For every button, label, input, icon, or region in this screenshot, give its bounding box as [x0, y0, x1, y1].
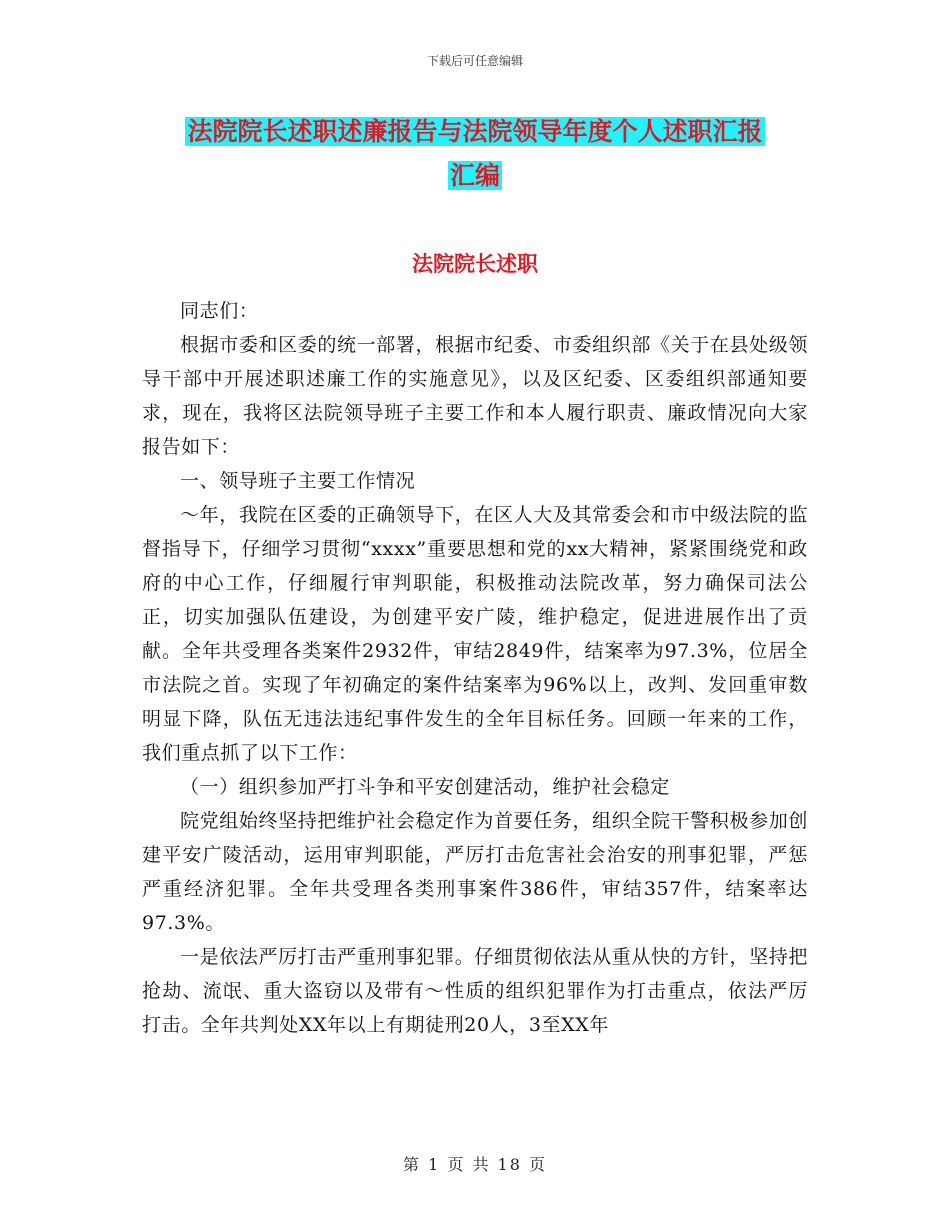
paragraph-subheading-1: （一）组织参加严打斗争和平安创建活动，维护社会稳定 — [180, 776, 671, 798]
page-number: 第 1 页 共 18 页 — [403, 1155, 547, 1174]
document-body — [142, 294, 808, 1042]
paragraph-crime-crackdown: 一是依法严厉打击严重刑事犯罪。仔细贯彻依法从重从快的方针，坚持把抢劫、流氓、重大盗窃以及带有～性质的组织犯罪作为打击重点，依法严厉打击。全年共判处XX年以上有期徒刑20人，3至XX年 — [142, 946, 808, 1036]
document-title-line-2: 汇编 — [449, 161, 500, 190]
document-title-line-1: 法院院长述职述廉报告与法院领导年度个人述职汇报 — [187, 117, 763, 146]
page-header-note: 下载后可任意编辑 — [426, 54, 523, 68]
section-title: 法院院长述职 — [412, 252, 538, 276]
paragraph-heading-1: 一、领导班子主要工作情况 — [180, 470, 416, 492]
paragraph-intro: 根据市委和区委的统一部署，根据市纪委、市委组织部《关于在县处级领导干部中开展述职述廉工作的实施意见》，以及区纪委、区委组织部通知要求，现在，我将区法院领导班子主要工作和本人履行职责、廉政情况向大家报告如下： — [142, 334, 808, 458]
document-title — [0, 110, 950, 198]
paragraph-summary: ～年，我院在区委的正确领导下，在区人大及其常委会和市中级法院的监督指导下，仔细学习贯彻“xxxx”重要思想和党的xx大精神，紧紧围绕党和政府的中心工作，仔细履行审判职能，积极推动法院改革，努力确保司法公正，切实加强队伍建设，为创建平安广陵，维护稳定，促进进展作出了贡献。全年共受理各类案件2932件，审结2849件，结案率为97.3%，位居全市法院之首。实现了年初确定的案件结案率为96%以上，改判、发回重审数明显下降，队伍无违法违纪事件发生的全年目标任务。回顾一年来的工作，我们重点抓了以下工作： — [142, 504, 808, 764]
paragraph-stability: 院党组始终坚持把维护社会稳定作为首要任务，组织全院干警积极参加创建平安广陵活动，运用审判职能，严厉打击危害社会治安的刑事犯罪，严惩严重经济犯罪。全年共受理各类刑事案件386件，审结357件，结案率达97.3%。 — [142, 810, 808, 934]
paragraph-salutation: 同志们： — [180, 300, 259, 322]
